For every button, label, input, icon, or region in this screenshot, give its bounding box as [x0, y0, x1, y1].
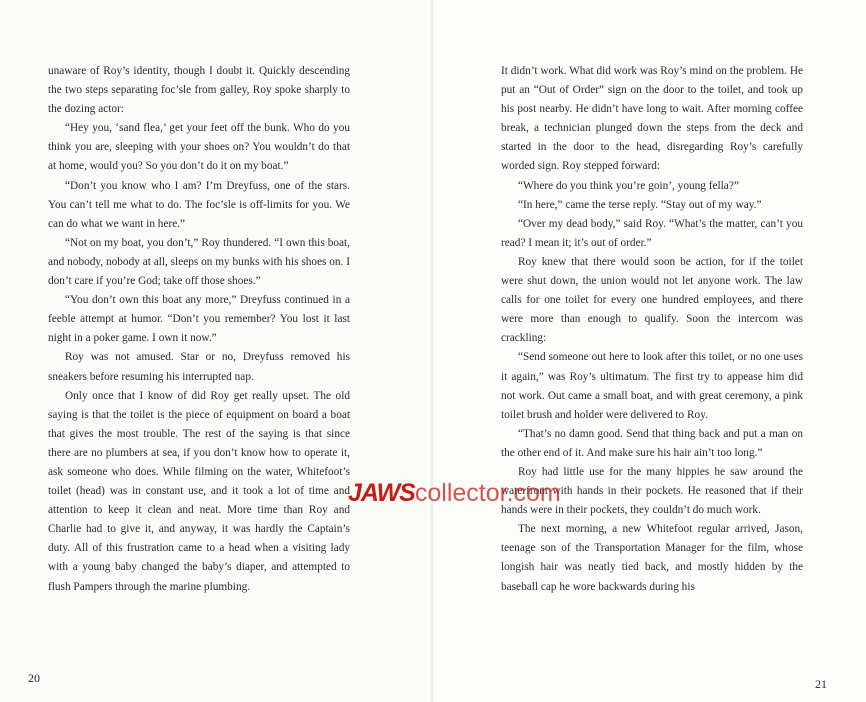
page-number: 20 — [28, 671, 40, 685]
paragraph: “Not on my boat, you don’t,” Roy thundered. “I own this boat, and nobody, nobody at all, sleeps on my bunks with his shoes on. I don’t care if you’re God; take off those shoes.” — [48, 236, 350, 288]
paragraph: “Hey you, ‘sand flea,’ get your feet off the bunk. Who do you think you are, sleeping with your shoes on? You wouldn’t do that at home, would you? So you don’t do it on my boat.” — [48, 122, 350, 173]
paragraph: “You don’t own this boat any more,” Dreyfuss continued in a feeble attempt at humor. “Don’t you remember? You lost it last night in a poker game. I own it now.” — [48, 294, 350, 345]
paragraph: “Where do you think you’re goin’, young fella?” — [518, 179, 739, 192]
right-page — [433, 0, 866, 702]
page-number: 21 — [815, 677, 827, 691]
paragraph: unaware of Roy’s identity, though I doubt it. Quickly descending the two steps separating foc’sle from galley, Roy spoke sharply to the dozing actor: — [48, 65, 350, 116]
paragraph: Roy had little use for the many hippies he saw around the waterfront with hands in their pockets. He reasoned that if their hands were in their pockets, they couldn’t do much work. — [501, 465, 803, 517]
paragraph: “In here,” came the terse reply. “Stay out of my way.” — [518, 198, 762, 211]
paragraph: The next morning, a new Whitefoot regular arrived, Jason, teenage son of the Transportation Manager for the film, whose longish hair was neatly tied back, and mostly hidden by the baseball cap he wore backwards during his — [501, 523, 803, 593]
paragraph: “That’s no damn good. Send that thing back and put a man on the other end of it. And make sure his hair ain’t too long.” — [501, 427, 803, 459]
paragraph: “Send someone out here to look after this toilet, or no one uses it again,” was Roy’s ultimatum. The first try to appease him did not work. Out came a small boat, and with great ceremony, a pink toilet brush and holder were delivered to Roy. — [501, 351, 803, 421]
left-text-column — [48, 62, 350, 597]
paragraph: Only once that I know of did Roy get really upset. The old saying is that the toilet is the piece of equipment on board a boat that gives the most trouble. The rest of the saying is that since there are no plumbers at sea, if you don’t know how to operate it, ask someone who does. While filming on the water, Whitefoot’s toilet (head) was in constant use, and it took a lot of time and attention to keep it clean and neat. More time than Roy and Charlie had to give it, and anyway, it was hardly the Captain’s duty. All of this frustration came to a head when a visiting lady with a young baby changed the baby’s diaper, and attempted to flush Pampers through the marine plumbing. — [48, 389, 350, 593]
watermark-rest: collector.com — [414, 479, 561, 507]
watermark-brand: JAWS — [348, 479, 415, 507]
paragraph: Roy knew that there would soon be action, for if the toilet were shut down, the union would not let anyone work. The law calls for one toilet for every one hundred employees, and there were more than enough to qualify. Soon the intercom was crackling: — [501, 255, 803, 345]
paragraph: Roy was not amused. Star or no, Dreyfuss removed his sneakers before resuming his interrupted nap. — [48, 351, 350, 383]
right-text-column — [501, 62, 803, 597]
paragraph: It didn’t work. What did work was Roy’s mind on the problem. He put an “Out of Order” sign on the door to the toilet, and took up his post nearby. He didn’t have long to wait. After morning coffee break, a technician plunged down the steps from the deck and started in the door to the head, disregarding Roy’s carefully worded sign. Roy stepped forward: — [501, 65, 803, 173]
paragraph: “Over my dead body,” said Roy. “What’s the matter, can’t you read? I mean it; it’s out of order.” — [501, 217, 803, 249]
paragraph: “Don’t you know who I am? I’m Dreyfuss, one of the stars. You can’t tell me what to do. The foc’sle is off-limits for you. We can do what we want in here.” — [48, 179, 350, 230]
